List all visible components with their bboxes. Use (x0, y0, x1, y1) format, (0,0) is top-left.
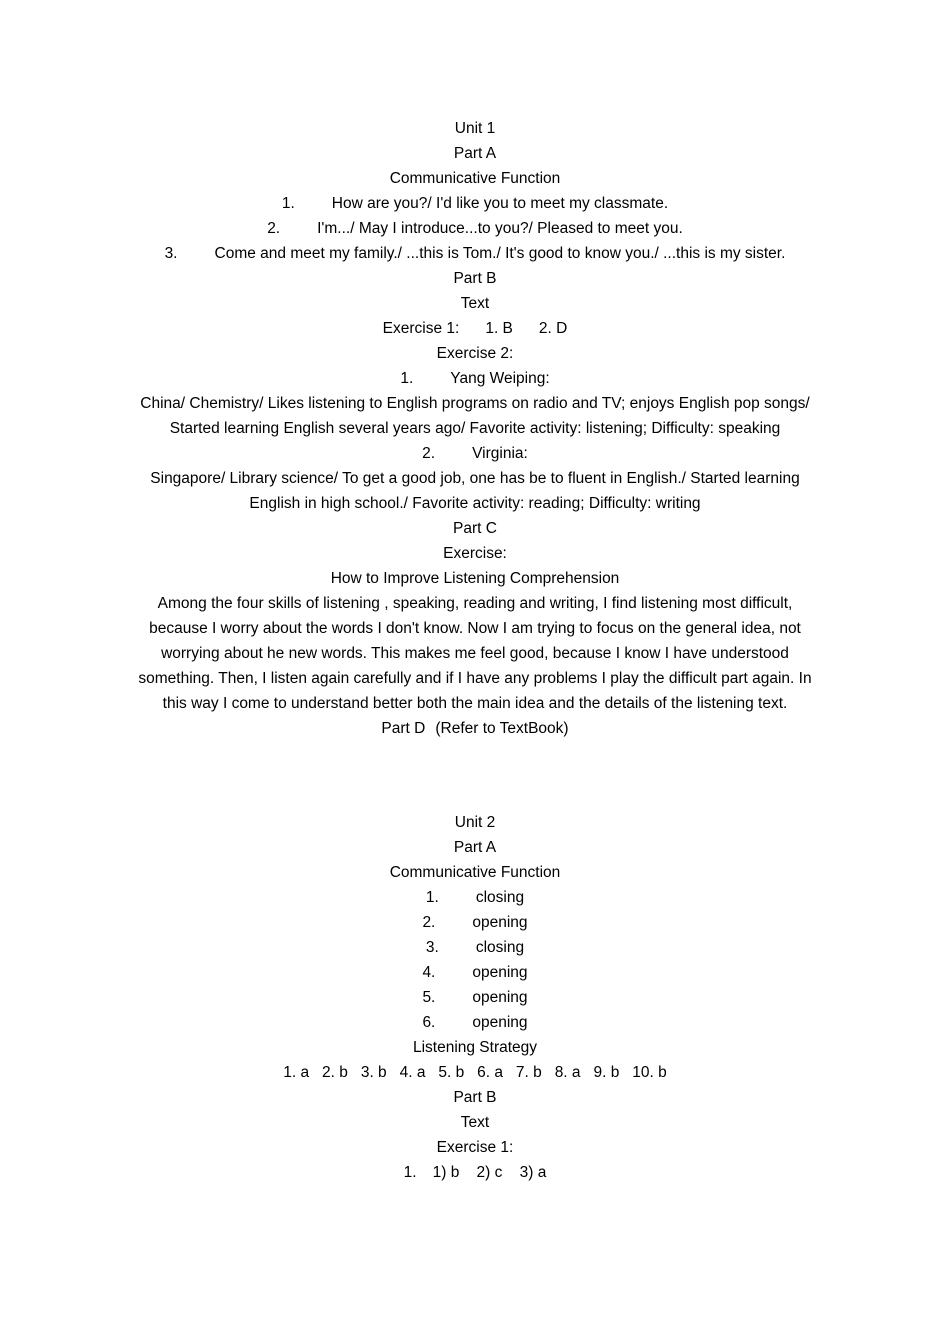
cf-item-number: 6. (422, 1014, 436, 1031)
cf-item-number: 1. (425, 889, 439, 906)
unit-2-listening-strategy-answers: 1. a 2. b 3. b 4. a 5. b 6. a 7. b 8. a 9. b 10. b (283, 1064, 667, 1081)
unit-1-person-2-details: Singapore/ Library science/ To get a good job, one has be to fluent in English./ Started learning English in high school./ Favorite activity: reading; Difficulty: writing (150, 470, 800, 512)
cf-item-number: 3. (425, 939, 439, 956)
unit-2-part-b-heading: Part B (453, 1089, 497, 1106)
unit-1-essay-body: Among the four skills of listening , speaking, reading and writing, I find listening most difficult, because I worry about the words I don't know. Now I am trying to focus on the general idea, not worrying about he new words. This makes me feel good, because I know I have understood something. Then, I listen again carefully and if I have any problems I play the difficult part again. In this way I come to understand better both the main idea and the details of the listening text. (138, 595, 812, 712)
cf-item-text: opening (472, 1014, 528, 1031)
unit-1-exercise-label: Exercise: (443, 545, 507, 562)
unit-2-listening-strategy-heading: Listening Strategy (412, 1039, 538, 1056)
unit-1-part-c-heading: Part C (453, 520, 497, 537)
person-name: Virginia: (472, 445, 528, 462)
unit-1-part-a-heading: Part A (453, 145, 497, 162)
cf-item-text: opening (472, 964, 528, 981)
unit-1-person-1-heading (0, 366, 950, 391)
unit-1-communicative-function-heading: Communicative Function (389, 170, 561, 187)
person-number: 2. (422, 445, 436, 462)
exercise-answer-list: 1) b 2) c 3) a (432, 1164, 547, 1181)
cf-item-number: 2. (267, 220, 281, 237)
unit-2-exercise-1-label: Exercise 1: (436, 1139, 514, 1156)
unit-separator (0, 741, 950, 810)
person-name: Yang Weiping: (450, 370, 550, 387)
cf-item-number: 4. (422, 964, 436, 981)
unit-1-exercise-1 (0, 316, 950, 341)
unit-2-cf-item (0, 885, 950, 910)
cf-item-text: closing (475, 889, 525, 906)
unit-1-exercise-2-label: Exercise 2: (436, 345, 514, 362)
cf-item-text: opening (472, 914, 528, 931)
unit-1-part-b-heading: Part B (453, 270, 497, 287)
unit-2-part-a-heading: Part A (453, 839, 497, 856)
cf-item-number: 1. (281, 195, 295, 212)
unit-2-title: Unit 2 (454, 814, 496, 831)
unit-2-text-heading: Text (460, 1114, 490, 1131)
unit-1-person-1-details: China/ Chemistry/ Likes listening to English programs on radio and TV; enjoys English pop songs/ Started learning English several years ago/ Favorite activity: listening; Difficulty: speaking (140, 395, 810, 437)
unit-2-communicative-function-heading: Communicative Function (389, 864, 561, 881)
person-number: 1. (400, 370, 414, 387)
cf-item-text: I'm.../ May I introduce...to you?/ Pleased to meet you. (317, 220, 683, 237)
unit-2-cf-item (0, 985, 950, 1010)
unit-1-text-heading: Text (460, 295, 490, 312)
cf-item-text: opening (472, 989, 528, 1006)
unit-2-cf-item (0, 1010, 950, 1035)
unit-2-cf-item (0, 935, 950, 960)
unit-1-cf-item (0, 241, 950, 266)
unit-1-part-d (0, 716, 950, 741)
exercise-answer: 2. D (538, 320, 568, 337)
cf-item-text: How are you?/ I'd like you to meet my classmate. (331, 195, 669, 212)
unit-1-title: Unit 1 (454, 120, 496, 137)
unit-1-person-2-heading (0, 441, 950, 466)
cf-item-number: 2. (422, 914, 436, 931)
part-d-note: (Refer to TextBook) (435, 720, 569, 737)
document-page (0, 116, 950, 1185)
exercise-number: 1. (403, 1164, 417, 1181)
exercise-label: Exercise 1: (382, 320, 460, 337)
unit-1-cf-item (0, 191, 950, 216)
cf-item-number: 5. (422, 989, 436, 1006)
unit-2-cf-item (0, 910, 950, 935)
unit-2-exercise-1-answers (0, 1160, 950, 1185)
exercise-answer: 1. B (485, 320, 513, 337)
part-d-heading: Part D (381, 720, 426, 737)
unit-1-cf-item (0, 216, 950, 241)
cf-item-text: closing (475, 939, 525, 956)
unit-2-cf-item (0, 960, 950, 985)
cf-item-text: Come and meet my family./ ...this is Tom./ It's good to know you./ ...this is my sister. (214, 245, 786, 262)
unit-1-essay-title: How to Improve Listening Comprehension (330, 570, 620, 587)
cf-item-number: 3. (164, 245, 178, 262)
